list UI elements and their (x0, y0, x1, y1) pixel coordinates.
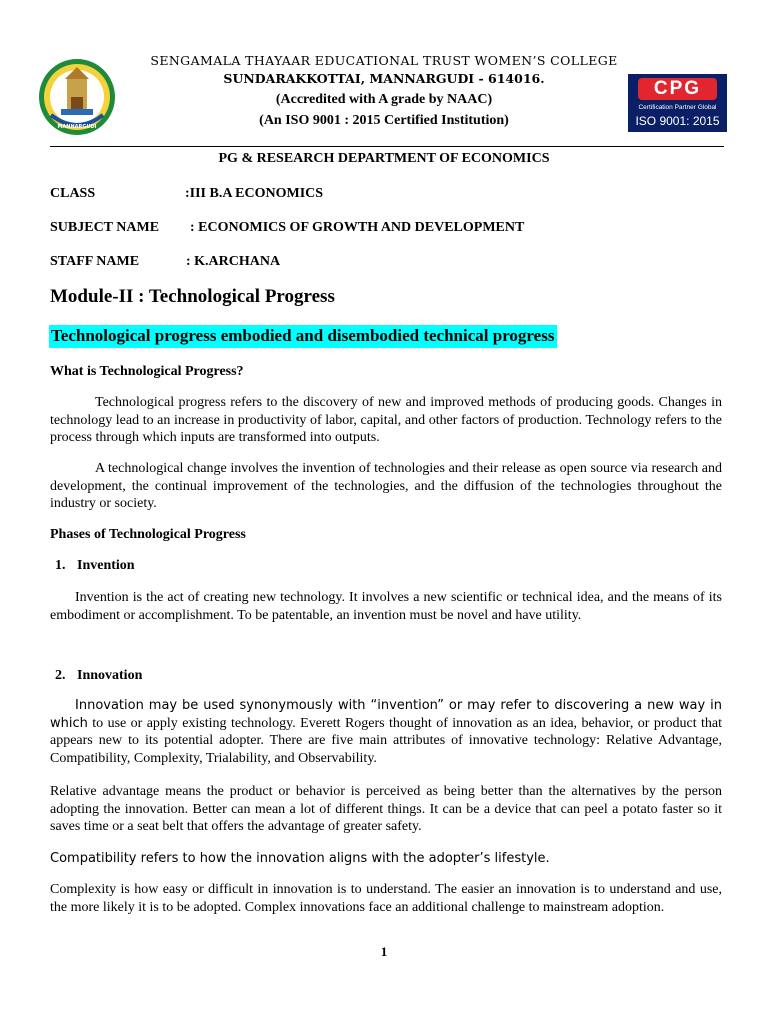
innovation-lead-text: Innovation may be used synonymously with “invention” or may refer to discovering a new way in which (50, 698, 722, 731)
staff-value: : K.ARCHANA (186, 254, 281, 269)
list-label-invention: Invention (77, 558, 135, 573)
list-number-1: 1. (55, 558, 66, 573)
cpg-tagline: Certification Partner Global (638, 104, 717, 111)
accreditation-line: (Accredited with A grade by NAAC) (275, 92, 493, 107)
list-number-2: 2. (55, 668, 66, 683)
subject-value: : ECONOMICS OF GROWTH AND DEVELOPMENT (190, 220, 525, 235)
module-title: Module-II : Technological Progress (50, 286, 335, 307)
paragraph-complexity: Complexity is how easy or difficult in innovation is to understand. The easier an innovation is to understand and use, the more likely it is to be adopted. Complex innovations face an additional challenge to mainstream adoption. (50, 882, 722, 915)
innovation-rest-text: to use or apply existing technology. Everett Rogers thought of innovation as an idea, behavior, or product that appears new to its potential adopter. There are five main attributes of innovative technology: Relative Advantage, Compatibility, Complexity, Trialability, and Observability. (50, 715, 723, 766)
department-title: PG & RESEARCH DEPARTMENT OF ECONOMICS (218, 151, 550, 166)
question-heading: What is Technological Progress? (50, 364, 244, 379)
svg-text:MANNARGUDI: MANNARGUDI (57, 124, 97, 130)
paragraph-invention: Invention is the act of creating new technology. It involves a new scientific or technical idea, and the means of its embodiment or accomplishment. To be patentable, an invention must be novel and have utility. (50, 590, 722, 623)
cpg-iso: ISO 9001: 2015 (635, 114, 720, 128)
subject-label: SUBJECT NAME (50, 220, 160, 235)
paragraph-technological-change: A technological change involves the invention of technologies and their release as open source via research and development, the continual improvement of the technologies, and the diffusion of the technologies throughout the industry or society. (50, 461, 722, 512)
list-label-innovation: Innovation (77, 668, 143, 683)
phases-heading: Phases of Technological Progress (50, 527, 246, 542)
paragraph-compatibility: Compatibility refers to how the innovation aligns with the adopter’s lifestyle. (50, 851, 550, 866)
highlighted-heading: Technological progress embodied and disembodied technical progress (49, 325, 557, 348)
header-divider (50, 146, 724, 147)
college-name: SENGAMALA THAYAAR EDUCATIONAL TRUST WOMEN’S COLLEGE (150, 53, 618, 68)
paragraph-innovation (50, 697, 722, 767)
paragraph-relative-advantage: Relative advantage means the product or behavior is perceived as being better than the alternatives by the person adopting the innovation. Better can mean a lot of different things. It can be a device that can peel a potato faster so it saves time or a seat belt that offers the advantage of greater safety. (50, 784, 722, 835)
paragraph-definition: Technological progress refers to the discovery of new and improved methods of producing goods. Changes in technology lead to an increase in productivity of labor, capital, and other factors of production. Technology refers to the process through which inputs are transformed into outputs. (50, 395, 722, 446)
page-number: 1 (380, 944, 388, 959)
class-label: CLASS (50, 186, 96, 201)
class-value: :III B.A ECONOMICS (185, 186, 324, 201)
iso-line: (An ISO 9001 : 2015 Certified Institution) (259, 113, 509, 128)
college-address: SUNDARAKKOTTAI, MANNARGUDI - 614016. (223, 71, 545, 86)
cpg-brand-text: CPG (653, 78, 702, 99)
staff-label: STAFF NAME (50, 254, 140, 269)
